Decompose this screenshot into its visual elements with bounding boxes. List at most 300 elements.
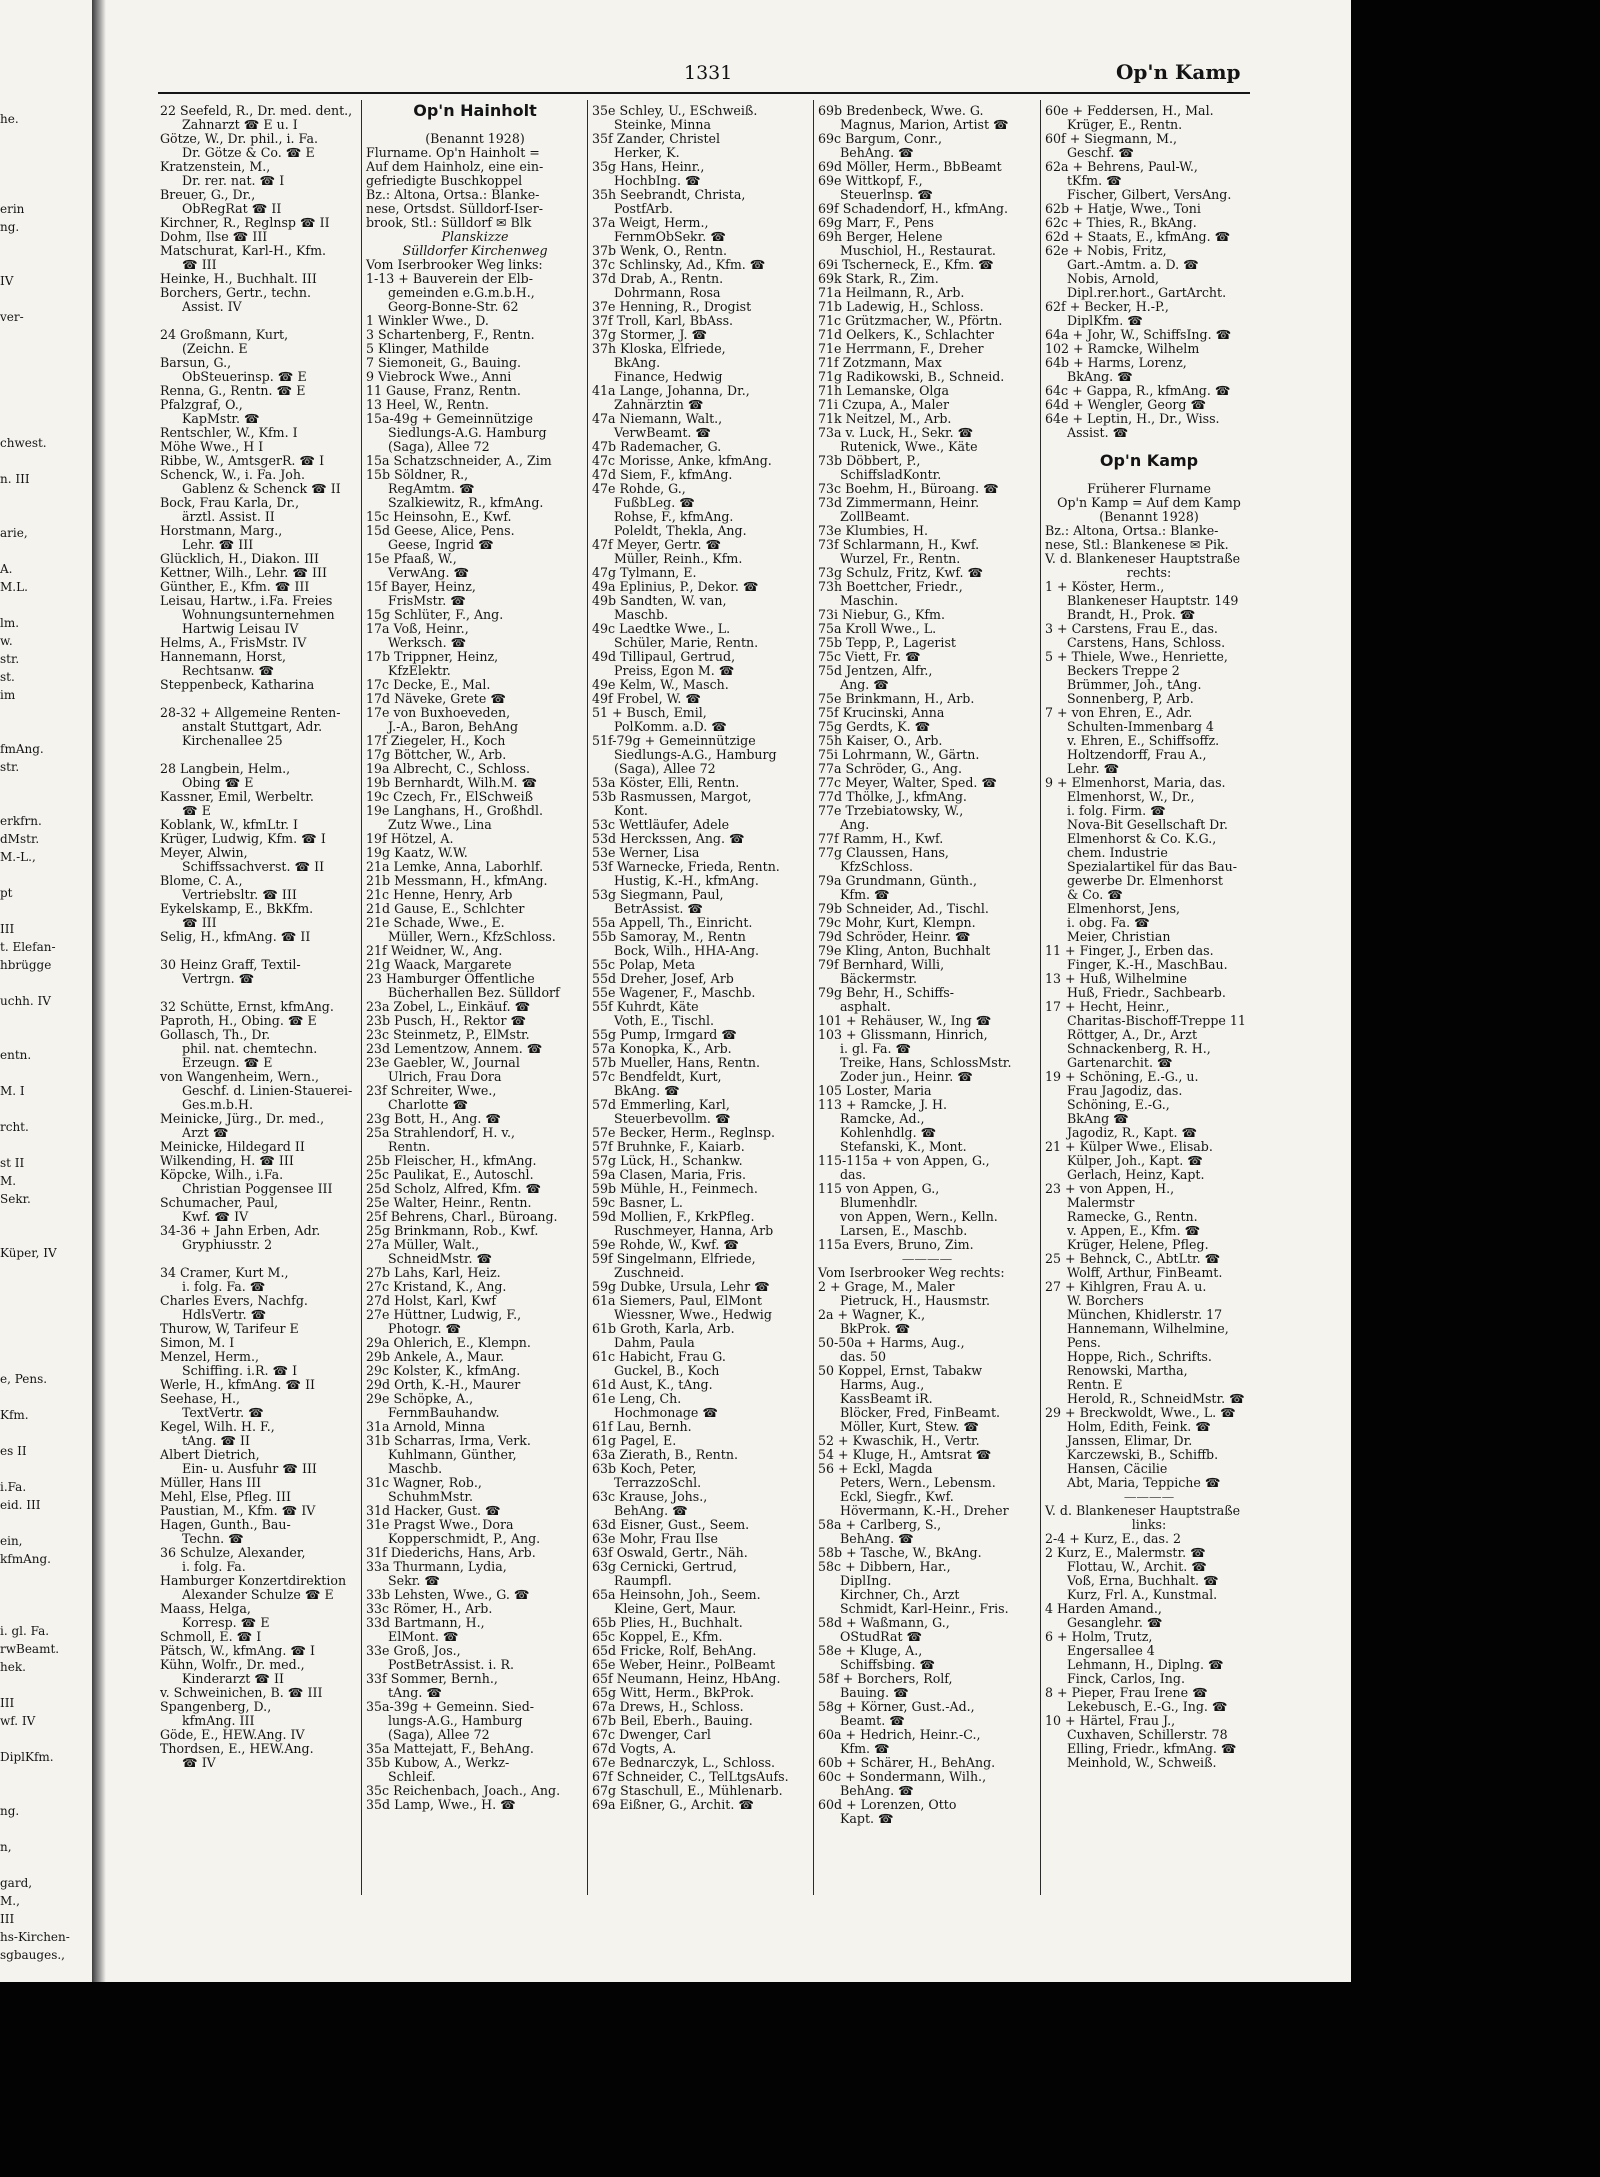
directory-entry-line: 19c Czech, Fr., ElSchweiß xyxy=(366,789,534,804)
directory-entry-line: Lehr. ☎ III xyxy=(182,537,254,552)
directory-entry-line: 37e Henning, R., Drogist xyxy=(592,299,752,314)
directory-entry-line: Obing ☎ E xyxy=(182,775,254,790)
directory-entry-line: & Co. ☎ xyxy=(1067,887,1123,902)
directory-entry-line: 11 Gause, Franz, Rentn. xyxy=(366,383,521,398)
directory-entry-line: Flottau, W., Archit. ☎ xyxy=(1067,1559,1207,1574)
directory-entry-line: 57e Becker, Herm., Reglnsp. xyxy=(592,1125,776,1140)
directory-entry-line: BehAng. ☎ xyxy=(840,1783,914,1798)
directory-entry-line: 60e + Feddersen, H., Mal. xyxy=(1045,103,1214,118)
directory-entry-line: Meinicke, Jürg., Dr. med., xyxy=(160,1111,325,1126)
directory-entry-line: Planskizze xyxy=(441,229,509,244)
directory-entry-line: 9 + Elmenhorst, Maria, das. xyxy=(1045,775,1226,790)
directory-entry-line: Paustian, M., Kfm. ☎ IV xyxy=(160,1503,316,1518)
directory-entry-line: Holtzendorff, Frau A., xyxy=(1067,747,1207,762)
directory-entry-line: 52 + Kwaschik, H., Vertr. xyxy=(818,1433,980,1448)
previous-page-fragment: i.Fa. xyxy=(0,1480,27,1494)
directory-entry-line: 28 Langbein, Helm., xyxy=(160,761,291,776)
directory-entry-line: Holm, Edith, Feink. ☎ xyxy=(1067,1419,1211,1434)
previous-page-fragment: entn. xyxy=(0,1048,32,1062)
previous-page-fragment: t. Elefan- xyxy=(0,940,56,954)
previous-page-fragment: eid. III xyxy=(0,1498,41,1512)
directory-entry-line: Meier, Christian xyxy=(1067,929,1171,944)
directory-entry-line: Ang. xyxy=(840,817,870,832)
directory-entry-line: ———— xyxy=(1123,1489,1175,1504)
directory-entry-line: 59c Basner, L. xyxy=(592,1195,683,1210)
directory-entry-line: 57b Mueller, Hans, Rentn. xyxy=(592,1055,760,1070)
directory-entry-line: Blome, C. A., xyxy=(160,873,243,888)
directory-entry-line: Möhe Wwe., H I xyxy=(160,439,264,454)
directory-entry-line: i. folg. Firm. ☎ xyxy=(1067,803,1166,818)
directory-entry-line: 35c Reichenbach, Joach., Ang. xyxy=(366,1783,561,1798)
directory-entry-line: ☎ III xyxy=(182,915,217,930)
street-heading: Op'n Hainholt xyxy=(413,101,537,120)
directory-entry-line: Spezialartikel für das Bau- xyxy=(1067,859,1238,874)
directory-entry-line: Poleldt, Thekla, Ang. xyxy=(614,523,747,538)
directory-entry-line: Zahnarzt ☎ E u. I xyxy=(182,117,298,132)
directory-entry-line: v. Ehren, E., Schiffsoffz. xyxy=(1067,733,1220,748)
directory-entry-line: 47a Niemann, Walt., xyxy=(592,411,723,426)
directory-entry-line: 69a Eißner, G., Archit. ☎ xyxy=(592,1797,755,1812)
directory-entry-line: Pens. xyxy=(1067,1335,1101,1350)
directory-entry-line: 47g Tylmann, E. xyxy=(592,565,697,580)
street-heading: Op'n Kamp xyxy=(1099,451,1199,470)
directory-entry-line: 17f Ziegeler, H., Koch xyxy=(366,733,506,748)
directory-entry-line: Guckel, B., Koch xyxy=(614,1363,720,1378)
directory-entry-line: Wohnungsunternehmen xyxy=(182,607,335,622)
directory-entry-line: Hövermann, K.-H., Dreher xyxy=(840,1503,1009,1518)
directory-entry-line: 59b Mühle, H., Feinmech. xyxy=(592,1181,758,1196)
directory-entry-line: 47f Meyer, Gertr. ☎ xyxy=(592,537,722,552)
previous-page-fragment: im xyxy=(0,688,16,702)
directory-entry-line: Schmoll, E. ☎ I xyxy=(160,1629,262,1644)
directory-entry-line: 60b + Schärer, H., BehAng. xyxy=(818,1755,996,1770)
directory-entry-line: 79a Grundmann, Günth., xyxy=(818,873,978,888)
previous-page-fragment: ng. xyxy=(0,220,20,234)
directory-entry-line: Steinke, Minna xyxy=(614,117,712,132)
directory-entry-line: 67e Bednarczyk, L., Schloss. xyxy=(592,1755,776,1770)
directory-entry-line: Assist. ☎ xyxy=(1067,425,1129,440)
directory-entry-line: 23g Bott, H., Ang. ☎ xyxy=(366,1111,502,1126)
directory-entry-line: Blankeneser Hauptstr. 149 xyxy=(1067,593,1239,608)
directory-entry-line: 75c Viett, Fr. ☎ xyxy=(818,649,921,664)
directory-entry-line: Fischer, Gilbert, VersAng. xyxy=(1067,187,1232,202)
directory-entry-line: Engersallee 4 xyxy=(1067,1643,1155,1658)
directory-column-5 xyxy=(1045,104,1253,1904)
directory-entry-line: 65g Witt, Herm., BkProk. xyxy=(592,1685,754,1700)
directory-entry-line: Helms, A., FrisMstr. IV xyxy=(160,635,307,650)
directory-entry-line: Göde, E., HEW.Ang. IV xyxy=(160,1727,305,1742)
directory-entry-line: 62b + Hatje, Wwe., Toni xyxy=(1045,201,1201,216)
directory-entry-line: 47d Siem, F., kfmAng. xyxy=(592,467,733,482)
directory-entry-line: Elmenhorst, Jens, xyxy=(1067,901,1181,916)
directory-entry-line: 103 + Glissmann, Hinrich, xyxy=(818,1027,988,1042)
directory-entry-line: 79g Behr, H., Schiffs- xyxy=(818,985,955,1000)
directory-entry-line: PostfArb. xyxy=(614,201,673,216)
directory-entry-line: 73i Niebur, G., Kfm. xyxy=(818,607,946,622)
directory-entry-line: Ribbe, W., AmtsgerR. ☎ I xyxy=(160,453,325,468)
directory-entry-line: 62d + Staats, E., kfmAng. ☎ xyxy=(1045,229,1231,244)
directory-entry-line: 57c Bendfeldt, Kurt, xyxy=(592,1069,722,1084)
directory-entry-line: BkAng. ☎ xyxy=(614,1083,680,1098)
directory-entry-line: 71h Lemanske, Olga xyxy=(818,383,949,398)
directory-entry-line: Kinderarzt ☎ II xyxy=(182,1671,284,1686)
directory-entry-line: Finger, K.-H., MaschBau. xyxy=(1067,957,1228,972)
previous-page-fragment: erin xyxy=(0,202,25,216)
directory-entry-line: BehAng. ☎ xyxy=(840,145,914,160)
directory-entry-line: rechts: xyxy=(1126,565,1172,580)
directory-entry-line: Sülldorfer Kirchenweg xyxy=(402,243,548,258)
directory-entry-line: Steuerlnsp. ☎ xyxy=(840,187,934,202)
directory-entry-line: Brandt, H., Prok. ☎ xyxy=(1067,607,1196,622)
previous-page-fragment: III xyxy=(0,922,15,936)
directory-entry-line: 17e von Buxhoeveden, xyxy=(366,705,511,720)
directory-entry-line: Früherer Flurname xyxy=(1087,481,1211,496)
directory-entry-line: Techn. ☎ xyxy=(182,1531,244,1546)
directory-entry-line: Thordsen, E., HEW.Ang. xyxy=(160,1741,314,1756)
directory-entry-line: KfzElektr. xyxy=(388,663,451,678)
directory-entry-line: 54 + Kluge, H., Amtsrat ☎ xyxy=(818,1447,992,1462)
directory-entry-line: Preiss, Egon M. ☎ xyxy=(614,663,735,678)
directory-entry-line: SchuhmMstr. xyxy=(388,1489,474,1504)
directory-entry-line: J.-A., Baron, BehAng xyxy=(388,719,519,734)
directory-entry-line: 55g Pump, Irmgard ☎ xyxy=(592,1027,737,1042)
directory-entry-line: 2 + Grage, M., Maler xyxy=(818,1279,955,1294)
directory-entry-line: Lehr. ☎ xyxy=(1067,761,1120,776)
directory-entry-line: 61b Groth, Karla, Arb. xyxy=(592,1321,735,1336)
directory-entry-line: 63b Koch, Peter, xyxy=(592,1461,697,1476)
directory-entry-line: Menzel, Herm., xyxy=(160,1349,259,1364)
directory-entry-line: Schiffssachverst. ☎ II xyxy=(182,859,325,874)
directory-entry-line: 69g Marr, F., Pens xyxy=(818,215,934,230)
previous-page-fragment: hek. xyxy=(0,1660,26,1674)
previous-page-fragment: chwest. xyxy=(0,436,47,450)
directory-entry-line: (Saga), Allee 72 xyxy=(614,761,716,776)
directory-entry-line: Hartwig Leisau IV xyxy=(182,621,299,636)
page-number: 1331 xyxy=(684,62,733,84)
directory-entry-line: 75d Jentzen, Alfr., xyxy=(818,663,933,678)
directory-entry-line: 30 Heinz Graff, Textil- xyxy=(160,957,301,972)
directory-entry-line: 37c Schlinsky, Ad., Kfm. ☎ xyxy=(592,257,766,272)
directory-entry-line: 33f Sommer, Bernh., xyxy=(366,1671,498,1686)
directory-entry-line: München, Khidlerstr. 17 xyxy=(1067,1307,1223,1322)
directory-entry-line: Kirchner, R., Reglnsp ☎ II xyxy=(160,215,330,230)
directory-entry-line: Maass, Helga, xyxy=(160,1601,251,1616)
directory-entry-line: Müller, Reinh., Kfm. xyxy=(614,551,743,566)
directory-entry-line: (Zeichn. E xyxy=(182,341,248,356)
directory-entry-line: 19f Hötzel, A. xyxy=(366,831,454,846)
directory-entry-line: Koblank, W., kfmLtr. I xyxy=(160,817,299,832)
directory-entry-line: 1-13 + Bauverein der Elb- xyxy=(366,271,533,286)
directory-entry-line: Harms, Aug., xyxy=(840,1377,925,1392)
previous-page-fragment: wf. IV xyxy=(0,1714,36,1728)
directory-entry-line: Hannemann, Horst, xyxy=(160,649,286,664)
directory-entry-line: 57g Lück, H., Schankw. xyxy=(592,1153,743,1168)
directory-entry-line: Blöcker, Fred, FinBeamt. xyxy=(840,1405,1001,1420)
directory-entry-line: Assist. IV xyxy=(182,299,242,314)
directory-entry-line: 73d Zimmermann, Heinr. xyxy=(818,495,980,510)
directory-entry-line: Kurz, Frl. A., Kunstmal. xyxy=(1067,1587,1218,1602)
directory-entry-line: Lekebusch, E.-G., Ing. ☎ xyxy=(1067,1699,1228,1714)
directory-entry-line: (Saga), Allee 72 xyxy=(388,1727,490,1742)
directory-entry-line: 75b Tepp, P., Lagerist xyxy=(818,635,956,650)
directory-entry-line: Siedlungs-A.G. Hamburg xyxy=(388,425,547,440)
directory-entry-line: Külper, Joh., Kapt. ☎ xyxy=(1067,1153,1203,1168)
directory-entry-line: Christian Poggensee III xyxy=(182,1181,333,1196)
directory-entry-line: Glücklich, H., Diakon. III xyxy=(160,551,319,566)
directory-entry-line: Photogr. ☎ xyxy=(388,1321,462,1336)
directory-entry-line: Schmidt, Karl-Heinr., Fris. xyxy=(840,1601,1009,1616)
directory-entry-line: 67b Beil, Eberh., Bauing. xyxy=(592,1713,753,1728)
directory-entry-line: 71a Heilmann, R., Arb. xyxy=(818,285,965,300)
previous-page-fragment: ver- xyxy=(0,310,24,324)
directory-entry-line: brook, Stl.: Sülldorf ✉ Blk xyxy=(366,215,532,230)
directory-entry-line: ObRegRat ☎ II xyxy=(182,201,282,216)
directory-entry-line: DiplIng. xyxy=(840,1573,892,1588)
directory-entry-line: 23d Lementzow, Annem. ☎ xyxy=(366,1041,543,1056)
directory-entry-line: das. 50 xyxy=(840,1349,887,1364)
directory-entry-line: Wolff, Arthur, FinBeamt. xyxy=(1067,1265,1223,1280)
scanner-right-border xyxy=(1351,0,1600,2177)
directory-entry-line: PolKomm. a.D. ☎ xyxy=(614,719,727,734)
previous-page-fragment: uchh. IV xyxy=(0,994,51,1008)
directory-entry-line: Borchers, Gertr., techn. xyxy=(160,285,311,300)
directory-entry-line: 35a-39g + Gemeinn. Sied- xyxy=(366,1699,535,1714)
directory-entry-line: Seehase, H., xyxy=(160,1391,241,1406)
directory-entry-line: 3 + Carstens, Frau E., das. xyxy=(1045,621,1218,636)
directory-entry-line: (Saga), Allee 72 xyxy=(388,439,490,454)
directory-entry-line: 53d Herckssen, Ang. ☎ xyxy=(592,831,745,846)
directory-entry-line: 23c Steinmetz, P., ElMstr. xyxy=(366,1027,530,1042)
directory-entry-line: 6 + Holm, Trutz, xyxy=(1045,1629,1153,1644)
previous-page-fragment: st. xyxy=(0,670,15,684)
directory-column-3 xyxy=(592,104,810,1904)
directory-entry-line: Jagodiz, R., Kapt. ☎ xyxy=(1067,1125,1198,1140)
directory-entry-line: Frau Jagodiz, das. xyxy=(1067,1083,1183,1098)
directory-entry-line: Geese, Ingrid ☎ xyxy=(388,537,494,552)
directory-entry-line: BkAng ☎ xyxy=(1067,1111,1129,1126)
directory-entry-line: 102 + Ramcke, Wilhelm xyxy=(1045,341,1200,356)
directory-entry-line: Blumenhdlr. xyxy=(840,1195,918,1210)
directory-entry-line: Korresp. ☎ E xyxy=(182,1615,270,1630)
directory-entry-line: 62a + Behrens, Paul-W., xyxy=(1045,159,1198,174)
previous-page-fragment: M., xyxy=(0,1894,20,1908)
directory-entry-line: TerrazzoSchl. xyxy=(614,1475,702,1490)
directory-entry-line: 65e Weber, Heinr., PolBeamt xyxy=(592,1657,776,1672)
directory-entry-line: 73h Boettcher, Friedr., xyxy=(818,579,963,594)
directory-entry-line: Bock, Frau Karla, Dr., xyxy=(160,495,300,510)
previous-page-fragment: rwBeamt. xyxy=(0,1642,60,1656)
directory-entry-line: BehAng. ☎ xyxy=(614,1503,688,1518)
directory-entry-line: Auf dem Hainholz, eine ein- xyxy=(366,159,544,174)
directory-entry-line: 58f + Borchers, Rolf, xyxy=(818,1671,953,1686)
directory-entry-line: i. folg. Fa. xyxy=(182,1559,246,1574)
directory-entry-line: Röttger, A., Dr., Arzt xyxy=(1067,1027,1198,1042)
directory-entry-line: 77g Claussen, Hans, xyxy=(818,845,949,860)
directory-entry-line: Finck, Carlos, Ing. xyxy=(1067,1671,1185,1686)
directory-entry-line: Breuer, G., Dr., xyxy=(160,187,256,202)
directory-entry-line: Vom Iserbrooker Weg links: xyxy=(366,257,543,272)
directory-entry-line: 67d Vogts, A. xyxy=(592,1741,677,1756)
directory-entry-line: 47c Morisse, Anke, kfmAng. xyxy=(592,453,772,468)
directory-entry-line: 77f Ramm, H., Kwf. xyxy=(818,831,944,846)
directory-entry-line: 101 + Rehäuser, W., Ing ☎ xyxy=(818,1013,992,1028)
directory-entry-line: 21f Weidner, W., Ang. xyxy=(366,943,503,958)
directory-entry-line: 29 + Breckwoldt, Wwe., L. ☎ xyxy=(1045,1405,1236,1420)
directory-entry-line: Vom Iserbrooker Weg rechts: xyxy=(818,1265,1005,1280)
directory-entry-line: Flurname. Op'n Hainholt = xyxy=(366,145,540,160)
directory-entry-line: 61a Siemers, Paul, ElMont xyxy=(592,1293,762,1308)
directory-entry-line: 71k Neitzel, M., Arb. xyxy=(818,411,952,426)
directory-entry-line: Charlotte ☎ xyxy=(388,1097,469,1112)
directory-entry-line: 19g Kaatz, W.W. xyxy=(366,845,468,860)
directory-entry-line: Gartenarchit. ☎ xyxy=(1067,1055,1173,1070)
directory-entry-line: kfmAng. III xyxy=(182,1713,255,1728)
directory-entry-line: 31c Wagner, Rob., xyxy=(366,1475,482,1490)
previous-page-fragment: i. gl. Fa. xyxy=(0,1624,50,1638)
directory-entry-line: Wilkending, H. ☎ III xyxy=(160,1153,294,1168)
directory-entry-line: Treike, Hans, SchlossMstr. xyxy=(840,1055,1012,1070)
directory-entry-line: Elmenhorst, W., Dr., xyxy=(1067,789,1195,804)
directory-entry-line: 63c Krause, Johs., xyxy=(592,1489,708,1504)
directory-entry-line: 35d Lamp, Wwe., H. ☎ xyxy=(366,1797,516,1812)
directory-entry-line: Gablenz & Schenck ☎ II xyxy=(182,481,341,496)
directory-entry-line: Hagen, Gunth., Bau- xyxy=(160,1517,291,1532)
directory-entry-line: Müller, Hans III xyxy=(160,1475,262,1490)
directory-entry-line: OStudRat ☎ xyxy=(840,1629,923,1644)
directory-entry-line: 67g Staschull, E., Mühlenarb. xyxy=(592,1783,783,1798)
directory-entry-line: Müller, Wern., KfzSchloss. xyxy=(388,929,556,944)
directory-entry-line: Georg-Bonne-Str. 62 xyxy=(388,299,519,314)
directory-entry-line: Bz.: Altona, Ortsa.: Blanke- xyxy=(1045,523,1219,538)
directory-entry-line: 19a Albrecht, C., Schloss. xyxy=(366,761,530,776)
directory-entry-line: BkAng. xyxy=(614,355,661,370)
directory-entry-line: 17 + Hecht, Heinr., xyxy=(1045,999,1170,1014)
previous-page-fragment: Kfm. xyxy=(0,1408,29,1422)
directory-entry-line: Janssen, Elimar, Dr. xyxy=(1067,1433,1193,1448)
directory-entry-line: ———— xyxy=(901,1251,953,1266)
previous-page-fragment: M. I xyxy=(0,1084,25,1098)
directory-entry-line: 115-115a + von Appen, G., xyxy=(818,1153,990,1168)
directory-entry-line: Köpcke, Wilh., i.Fa. xyxy=(160,1167,284,1182)
directory-entry-line: Nova-Bit Gesellschaft Dr. xyxy=(1067,817,1228,832)
directory-entry-line: Meyer, Alwin, xyxy=(160,845,248,860)
directory-entry-line: Ein- u. Ausfuhr ☎ III xyxy=(182,1461,317,1476)
directory-entry-line: 53g Siegmann, Paul, xyxy=(592,887,724,902)
directory-entry-line: 58b + Tasche, W., BkAng. xyxy=(818,1545,982,1560)
directory-entry-line: 63f Oswald, Gertr., Näh. xyxy=(592,1545,748,1560)
directory-entry-line: RegAmtm. ☎ xyxy=(388,481,475,496)
directory-entry-line: 19b Bernhardt, Wilh.M. ☎ xyxy=(366,775,538,790)
directory-entry-line: 61d Aust, K., tAng. xyxy=(592,1377,713,1392)
directory-entry-line: Simon, M. I xyxy=(160,1335,235,1350)
directory-entry-line: 58c + Dibbern, Har., xyxy=(818,1559,951,1574)
directory-entry-line: von Wangenheim, Wern., xyxy=(160,1069,319,1084)
directory-entry-line: 60f + Siegmann, M., xyxy=(1045,131,1177,146)
directory-entry-line: 63a Zierath, B., Rentn. xyxy=(592,1447,738,1462)
directory-entry-line: Huß, Friedr., Sachbearb. xyxy=(1067,985,1226,1000)
previous-page-fragment: es II xyxy=(0,1444,27,1458)
directory-entry-line: Karczewski, B., Schiffb. xyxy=(1067,1447,1219,1462)
directory-entry-line: Renowski, Martha, xyxy=(1067,1363,1188,1378)
directory-entry-line: 17b Trippner, Heinz, xyxy=(366,649,499,664)
directory-entry-line: 2-4 + Kurz, E., das. 2 xyxy=(1045,1531,1181,1546)
directory-entry-line: 71g Radikowski, B., Schneid. xyxy=(818,369,1005,384)
column-rule xyxy=(813,100,814,1895)
directory-entry-line: 17a Voß, Heinr., xyxy=(366,621,469,636)
directory-entry-line: ärztl. Assist. II xyxy=(182,509,275,524)
previous-page-fragment: str. xyxy=(0,652,20,666)
directory-entry-line: Szalkiewitz, R., kfmAng. xyxy=(388,495,544,510)
previous-page-fragment: IV xyxy=(0,274,14,288)
previous-page-fragment: hs-Kirchen- xyxy=(0,1930,70,1944)
directory-entry-line: Ulrich, Frau Dora xyxy=(388,1069,502,1084)
directory-entry-line: Malermstr xyxy=(1067,1195,1135,1210)
directory-entry-line: lungs-A.G., Hamburg xyxy=(388,1713,523,1728)
directory-entry-line: 58a + Carlberg, S., xyxy=(818,1517,942,1532)
directory-entry-line: 32 Schütte, Ernst, kfmAng. xyxy=(160,999,334,1014)
previous-page-fragment: n, xyxy=(0,1840,12,1854)
directory-entry-line: Rentn. xyxy=(388,1139,431,1154)
directory-entry-line: 21b Messmann, H., kfmAng. xyxy=(366,873,548,888)
directory-entry-line: 21c Henne, Henry, Arb xyxy=(366,887,513,902)
directory-entry-line: 71c Grützmacher, W., Pförtn. xyxy=(818,313,1003,328)
directory-entry-line: Krüger, E., Rentn. xyxy=(1067,117,1183,132)
directory-entry-line: 75i Lohrmann, W., Gärtn. xyxy=(818,747,980,762)
directory-entry-line: 21 + Külper Wwe., Elisab. xyxy=(1045,1139,1213,1154)
directory-entry-line: 69e Wittkopf, F., xyxy=(818,173,923,188)
directory-entry-line: Schiffing. i.R. ☎ I xyxy=(182,1363,298,1378)
directory-entry-line: Hochmonage ☎ xyxy=(614,1405,719,1420)
directory-entry-line: Schiffsbing. ☎ xyxy=(840,1657,936,1672)
directory-entry-line: Kegel, Wilh. H. F., xyxy=(160,1419,275,1434)
directory-entry-line: asphalt. xyxy=(840,999,891,1014)
directory-entry-line: Kwf. ☎ IV xyxy=(182,1209,249,1224)
directory-entry-line: 27 + Kihlgren, Frau A. u. xyxy=(1045,1279,1207,1294)
directory-entry-line: Geschf. ☎ xyxy=(1067,145,1135,160)
directory-entry-line: 77e Trzebiatowsky, W., xyxy=(818,803,964,818)
directory-entry-line: Werle, H., kfmAng. ☎ II xyxy=(160,1377,316,1392)
directory-entry-line: Götze, W., Dr. phil., i. Fa. xyxy=(160,131,318,146)
directory-entry-line: ☎ IV xyxy=(182,1755,216,1770)
directory-entry-line: Paproth, H., Obing. ☎ E xyxy=(160,1013,317,1028)
directory-entry-line: 73g Schulz, Fritz, Kwf. ☎ xyxy=(818,565,984,580)
directory-entry-line: Schenck, W., i. Fa. Joh. xyxy=(160,467,305,482)
directory-entry-line: 33b Lehsten, Wwe., G. ☎ xyxy=(366,1587,530,1602)
directory-entry-line: Rohse, F., kfmAng. xyxy=(614,509,734,524)
directory-entry-line: Kirchner, Ch., Arzt xyxy=(840,1587,960,1602)
directory-entry-line: 10 + Härtel, Frau J., xyxy=(1045,1713,1176,1728)
directory-entry-line: 25e Walter, Heinr., Rentn. xyxy=(366,1195,532,1210)
directory-entry-line: 27c Kristand, K., Ang. xyxy=(366,1279,507,1294)
directory-entry-line: Bauing. ☎ xyxy=(840,1685,909,1700)
directory-entry-line: BehAng. ☎ xyxy=(840,1531,914,1546)
directory-entry-line: 59d Mollien, F., KrkPfleg. xyxy=(592,1209,755,1224)
directory-entry-line: 57f Bruhnke, F., Kaiarb. xyxy=(592,1139,745,1154)
directory-entry-line: Vertriebsltr. ☎ III xyxy=(182,887,297,902)
previous-page-fragment: sgbauges., xyxy=(0,1948,65,1962)
directory-entry-line: gemeinden e.G.m.b.H., xyxy=(388,285,535,300)
directory-entry-line: 33d Bartmann, H., xyxy=(366,1615,485,1630)
directory-entry-line: Pietruck, H., Hausmstr. xyxy=(840,1293,990,1308)
directory-entry-line: 64c + Gappa, R., kfmAng. ☎ xyxy=(1045,383,1231,398)
directory-entry-line: Rechtsanw. ☎ xyxy=(182,663,275,678)
directory-entry-line: 71d Oelkers, K., Schlachter xyxy=(818,327,994,342)
directory-entry-line: Kapt. ☎ xyxy=(840,1811,894,1826)
directory-entry-line: 13 Heel, W., Rentn. xyxy=(366,397,489,412)
directory-entry-line: 7 + von Ehren, E., Adr. xyxy=(1045,705,1193,720)
directory-entry-line: 58e + Kluge, A., xyxy=(818,1643,923,1658)
column-rule xyxy=(1040,100,1041,1895)
